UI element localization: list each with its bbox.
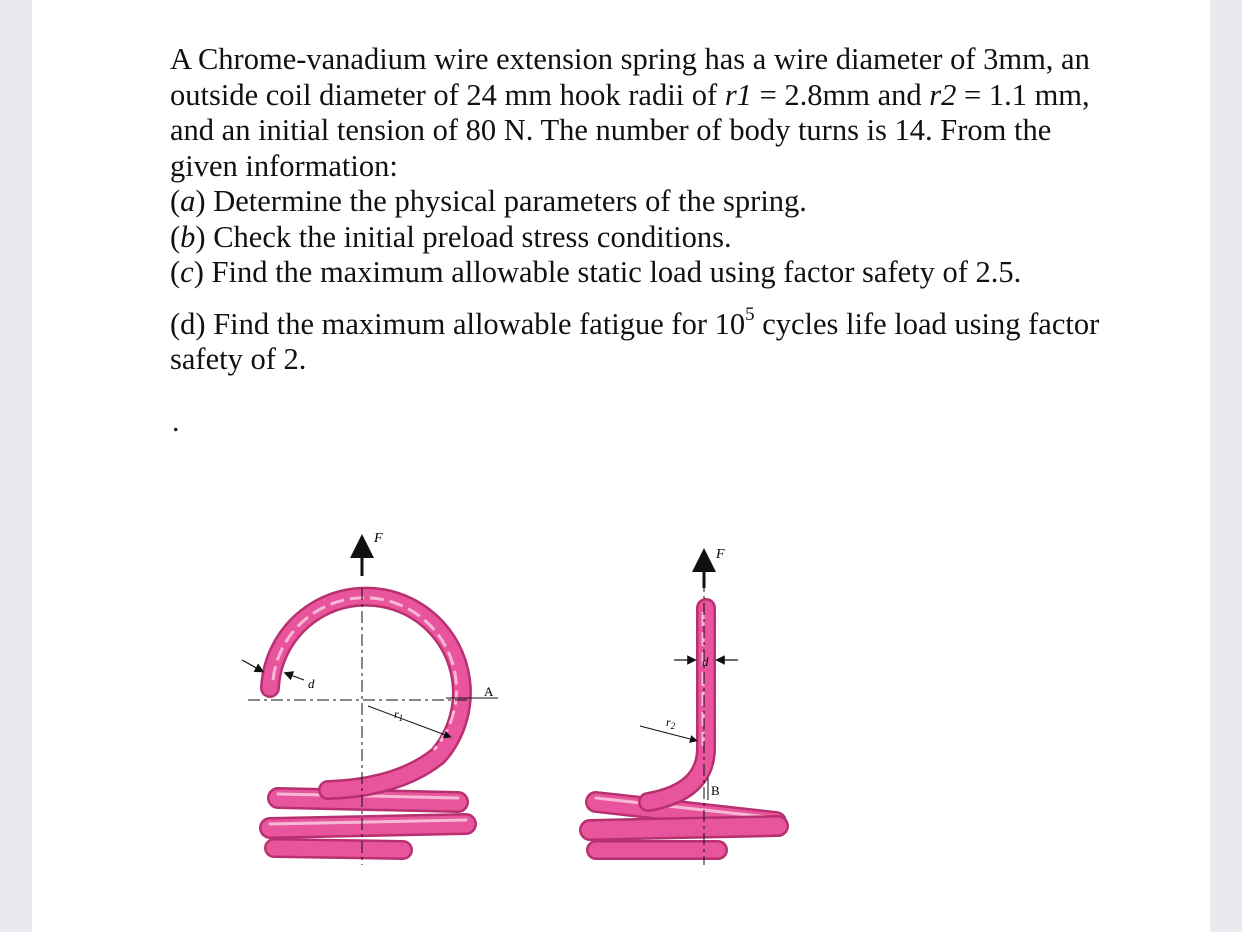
left-spring-drawing [242,531,498,865]
part-b: (b) Check the initial preload stress conditions. [170,219,732,254]
right-force-label: F [716,547,725,562]
r2-variable: r2 [929,77,957,112]
part-d-text-2: cycles life load using factor safety of 2. [170,306,1100,376]
left-loop-hook [270,597,462,790]
intro-paragraph [170,42,1110,184]
problem-statement [170,42,1110,378]
left-d-label: d [308,676,315,691]
part-b-letter: b [180,219,196,254]
stray-dot: . [172,405,180,438]
part-c-letter: c [180,255,194,289]
point-b-label: B [711,783,720,798]
part-a-letter: a [180,184,196,218]
part-a: (a) Determine the physical parameters of the spring. [170,184,807,218]
r1-value: = 2.8mm and [751,77,930,112]
spring-hook-figure [208,520,828,880]
r2-value: = 1.1 mm, and an initial tension of 80 N. The number of body turns is 14. From the given information: [170,77,1090,183]
document-page [32,0,1210,932]
right-body-coils [590,798,778,850]
r2-label: $r_2$ [666,715,676,731]
part-a-text: Determine the physical parameters of the spring. [205,184,807,218]
point-a-label: A [484,684,494,699]
r1-label: $r_1$ [394,707,404,723]
r1-variable: r1 [724,77,752,112]
part-d-text-1: (d) Find the maximum allowable fatigue for 10 [170,306,746,341]
left-body-coils [270,794,466,850]
intro-text: A Chrome-vanadium wire extension spring has a wire diameter of 3mm, an outside coil diameter of 24 mm hook radii of [170,42,1090,112]
right-straight-hook [648,608,706,802]
left-force-label: F [374,531,383,546]
part-b-text: Check the initial preload stress conditions. [205,219,732,254]
part-c-text: Find the maximum allowable static load using factor safety of 2.5. [203,255,1022,289]
part-c: (c) Find the maximum allowable static load using factor safety of 2.5. [170,255,1022,289]
part-d [170,303,1110,378]
right-d-label: d [702,654,709,669]
right-spring-drawing [590,547,778,865]
part-d-exponent: 5 [745,303,755,325]
